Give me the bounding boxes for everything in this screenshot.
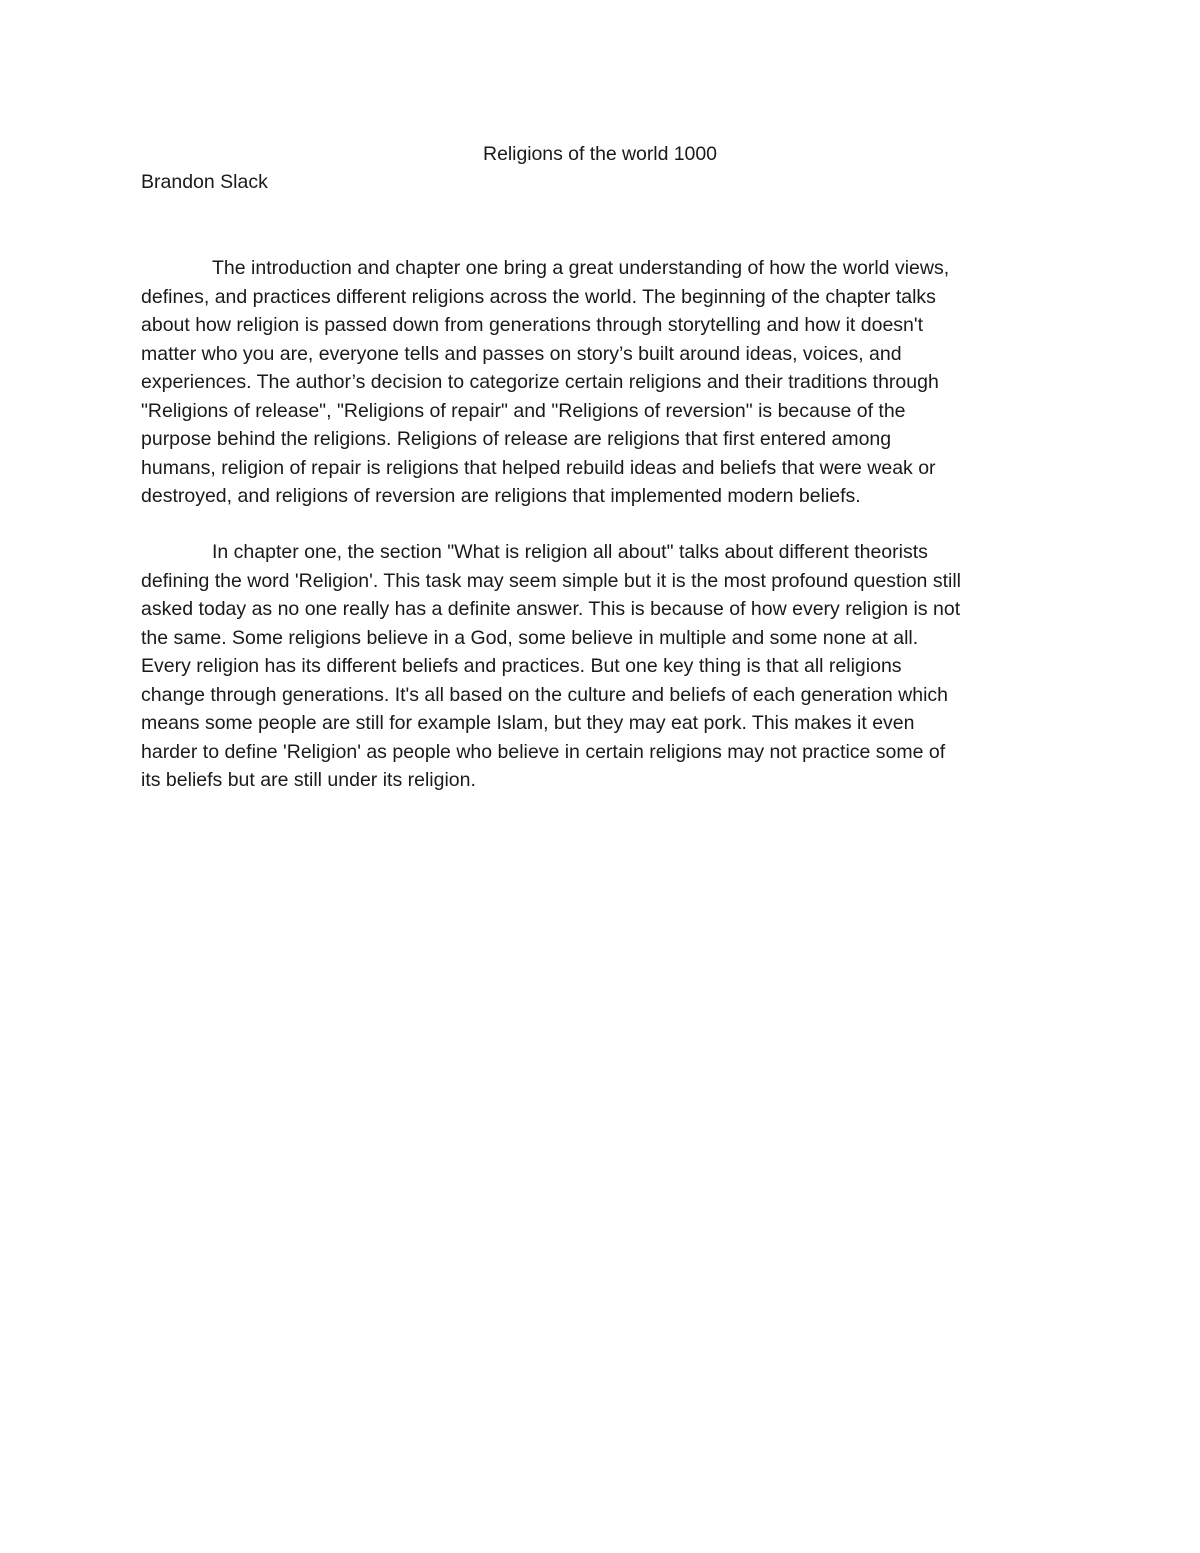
paragraph-line: purpose behind the religions. Religions of release are religions that first entered among	[141, 428, 892, 450]
author-name: Brandon Slack	[141, 171, 268, 193]
paragraph-line: its beliefs but are still under its religion.	[141, 769, 476, 791]
paragraph-line: The introduction and chapter one bring a great understanding of how the world views,	[212, 257, 950, 279]
paragraph-2	[141, 538, 1061, 795]
paragraph-line: about how religion is passed down from generations through storytelling and how it doesn't	[141, 314, 924, 336]
paragraph-line: In chapter one, the section "What is religion all about" talks about different theorists	[212, 541, 928, 563]
paragraph-line: harder to define 'Religion' as people who believe in certain religions may not practice some of	[141, 740, 946, 763]
paragraph-line: means some people are still for example Islam, but they may eat pork. This makes it even	[141, 712, 915, 734]
paragraph-1	[141, 254, 1061, 511]
paragraph-line: matter who you are, everyone tells and passes on story’s built around ideas, voices, and	[141, 342, 902, 365]
paragraph-line: defines, and practices different religions across the world. The beginning of the chapter talks	[141, 285, 936, 308]
paragraph-line: change through generations. It's all based on the culture and beliefs of each generation which	[141, 683, 949, 706]
paragraph-line: "Religions of release", "Religions of repair" and "Religions of reversion" is because of the	[141, 399, 906, 422]
paragraph-line: destroyed, and religions of reversion are religions that implemented modern beliefs.	[141, 485, 861, 507]
paragraph-line: asked today as no one really has a definite answer. This is because of how every religion is not	[141, 598, 961, 620]
paragraph-line: Every religion has its different beliefs and practices. But one key thing is that all religions	[141, 655, 902, 677]
paragraph-line: the same. Some religions believe in a God, some believe in multiple and some none at all.	[141, 626, 919, 649]
paragraph-line: defining the word 'Religion'. This task may seem simple but it is the most profound question still	[141, 569, 961, 592]
paragraph-line: experiences. The author’s decision to categorize certain religions and their traditions through	[141, 371, 939, 393]
paragraph-line: humans, religion of repair is religions that helped rebuild ideas and beliefs that were weak or	[141, 456, 936, 479]
document-title: Religions of the world 1000	[483, 143, 717, 165]
